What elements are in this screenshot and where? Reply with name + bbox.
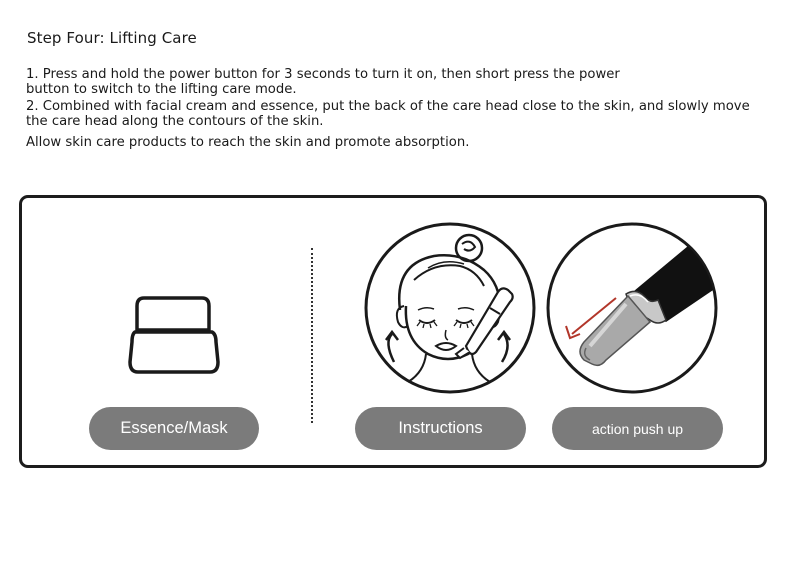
instruction-1: 1. Press and hold the power button for 3 seconds to turn it on, then short press the power button to switch to the lifting care mode. xyxy=(26,67,620,97)
dotted-divider xyxy=(311,248,313,423)
cream-jar-icon xyxy=(124,290,224,380)
instruction-3: Allow skin care products to reach the skin and promote absorption. xyxy=(26,135,470,150)
lifting-device-icon xyxy=(546,222,718,394)
essence-mask-label: Essence/Mask xyxy=(89,407,259,450)
step-title: Step Four: Lifting Care xyxy=(27,29,197,47)
instruction-2: 2. Combined with facial cream and essence, put the back of the care head close to the skin, and slowly move the care head along the contours of the skin. xyxy=(26,99,750,129)
instructions-label: Instructions xyxy=(355,407,526,450)
face-massage-icon xyxy=(364,222,536,394)
action-push-up-label: action push up xyxy=(552,407,723,450)
